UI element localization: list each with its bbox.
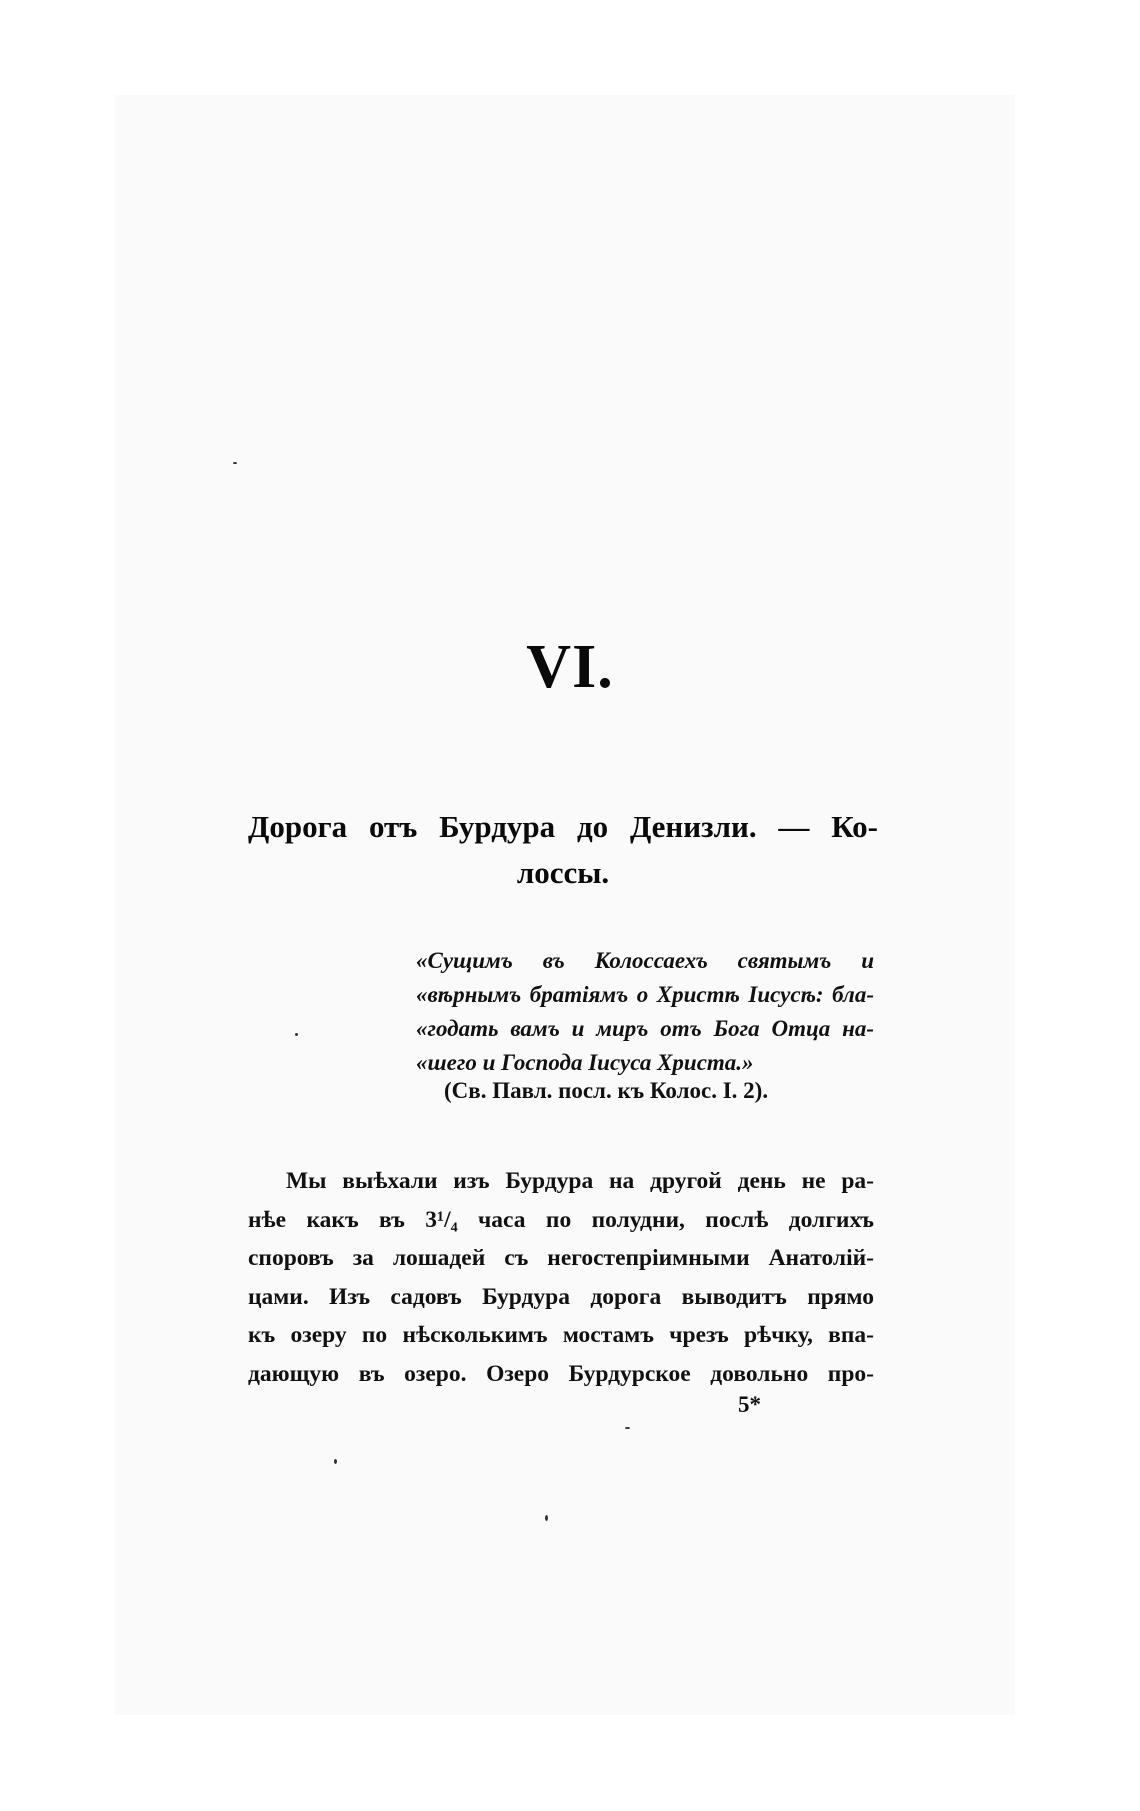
chapter-title-line: лоссы. [516,855,610,890]
body-line: споровъ за лошадей съ негостепріимными Анатолій- [248,1245,874,1271]
epigraph-line: «годать вамъ и миръ отъ Бога Отца на- [416,1016,874,1041]
body-line: дающую въ озеро. Озеро Бурдурское довольно про- [248,1360,874,1387]
scan-speck [233,462,237,464]
scan-speck [295,1033,298,1036]
epigraph-line: «вѣрнымъ братіямъ о Христѣ Іисусѣ: бла- [416,982,874,1007]
epigraph-line: «Сущимъ въ Колоссаехъ святымъ и [416,948,874,973]
body-line: цами. Изъ садовъ Бурдура дорога выводитъ прямо [248,1283,874,1310]
signature-mark: 5* [738,1392,761,1417]
scan-speck [545,1515,548,1521]
epigraph-source: (Св. Павл. посл. къ Колос. I. 2). [444,1078,769,1103]
chapter-number: VI. [526,633,614,701]
body-line: Мы выѣхали изъ Бурдура на другой день не ра- [286,1168,874,1194]
chapter-title [248,804,878,896]
epigraph-line: «шего и Господа Іисуса Христа.» [416,1050,754,1075]
body-line: къ озеру по нѣсколькимъ мостамъ чрезъ рѣчку, впа- [248,1322,874,1348]
epigraph [416,944,874,1080]
chapter-title-line: Дорога отъ Бурдура до Денизли. — Ко- [248,809,878,844]
scan-speck [334,1459,337,1464]
page-background [115,95,1015,1715]
body-line: нѣе какъ въ 3¹/₄ часа по полудни, послѣ долгихъ [248,1206,874,1233]
scan-speck [625,1427,630,1429]
body-paragraph [248,1162,874,1393]
